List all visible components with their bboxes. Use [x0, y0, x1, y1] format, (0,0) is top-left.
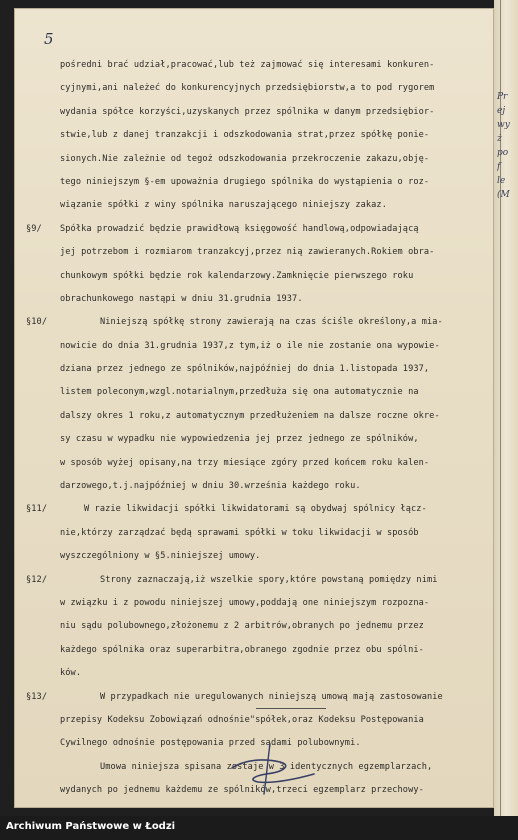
line-text: stwie,lub z danej tranzakcji i odszkodowania strat,przez spółkę ponie-	[60, 130, 430, 141]
text-line	[60, 288, 500, 311]
line-text: Niniejszą spółkę strony zawierają na czas ściśle określony,a mia-	[100, 317, 443, 328]
line-text: Spółka prowadzić będzie prawidłową księgowość handlową,odpowiadającą	[60, 223, 419, 234]
margin-handwriting: Pr ej wy ż po f le (M	[497, 92, 510, 200]
section-marker: §13/	[26, 691, 48, 702]
line-text: dziana przez jednego ze spólników,najpóźniej do dnia 1.listopada 1937,	[60, 364, 430, 375]
line-text: cyjnymi,ani należeć do konkurencyjnych przedsiębiorstw,a to pod rygorem	[60, 83, 435, 94]
archive-label: Archiwum Państwowe w Łodzi	[6, 821, 176, 832]
line-text: w sposób wyżej opisany,na trzy miesiące zgóry przed końcem roku kalen-	[60, 457, 430, 468]
line-text: jej potrzebom i rozmiarom tranzakcyj,przez nią zawieranych.Rokiem obra-	[60, 247, 435, 258]
text-line	[60, 428, 500, 451]
line-text: pośredni brać udział,pracować,lub też zajmować się interesami konkuren-	[60, 60, 435, 70]
text-line	[60, 522, 500, 545]
line-text: darzowego,t.j.najpóźniej w dniu 30.września każdego roku.	[60, 481, 361, 492]
line-text: Cywilnego odnośnie postępowania przed sądami polubownymi.	[60, 738, 361, 749]
text-line	[26, 569, 500, 592]
underline-mark	[256, 708, 326, 709]
section-marker: §9/	[26, 223, 42, 234]
text-line	[60, 77, 500, 100]
line-text: dalszy okres 1 roku,z automatycznym przedłużeniem na dalsze roczne okre-	[60, 410, 440, 421]
line-text: nowicie do dnia 31.grudnia 1937,z tym,iż o ile nie zostanie ona wypowie-	[60, 340, 440, 351]
line-text: obrachunkowego nastąpi w dniu 31.grudnia 1937.	[60, 293, 303, 304]
text-line	[26, 311, 500, 334]
line-text: przepisy Kodeksu Zobowiązań odnośnie"spółek,oraz Kodeksu Postępowania	[60, 714, 424, 725]
line-text: ków.	[60, 668, 82, 679]
line-text: w związku i z powodu niniejszej umowy,poddają one niniejszym rozpozna-	[60, 597, 430, 608]
text-line	[60, 148, 500, 171]
section-marker: §12/	[26, 574, 48, 585]
line-text: sy czasu w wypadku nie wypowiedzenia jej przez jednego ze spólników,	[60, 434, 419, 445]
line-text: wydania spółce korzyści,uzyskanych przez spólnika w danym przedsiębior-	[60, 106, 435, 117]
section-marker: §10/	[26, 317, 48, 328]
text-line	[60, 358, 500, 381]
text-line	[60, 124, 500, 147]
document-body	[26, 54, 500, 803]
archive-footer	[0, 816, 518, 840]
text-line	[60, 335, 500, 358]
text-line	[60, 639, 500, 662]
line-text: sionych.Nie zależnie od tegoż odszkodowania przekroczenie zakazu,obję-	[60, 153, 430, 164]
line-text: listem poleconym,wzgl.notarialnym,przedłuża się ona automatycznie na	[60, 387, 419, 398]
text-line	[60, 545, 500, 568]
line-text: niu sądu polubownego,złożonemu z 2 arbitrów,obranych po jednemu przez	[60, 621, 424, 632]
text-line	[60, 194, 500, 217]
line-text: wiązanie spółki z winy spólnika naruszającego niniejszy zakaz.	[60, 200, 387, 211]
section-marker: §11/	[26, 504, 48, 515]
text-line	[26, 218, 500, 241]
line-text: chunkowym spółki będzie rok kalendarzowy.Zamknięcie pierwszego roku	[60, 270, 414, 281]
signature-mark	[214, 738, 334, 798]
text-line	[60, 54, 500, 77]
line-text: nie,którzy zarządzać będą sprawami spółki w toku likwidacji w sposób	[60, 527, 419, 538]
text-line	[26, 686, 500, 709]
line-text: Umowa niniejsza spisana zostaje w 3 identycznych egzemplarzach,	[100, 761, 433, 772]
line-text: tego niniejszym §-em upoważnia drugiego spólnika do wystąpienia o roz-	[60, 176, 430, 187]
page-number: 5	[44, 30, 54, 48]
text-line	[60, 171, 500, 194]
text-line	[60, 709, 500, 732]
text-line	[60, 405, 500, 428]
text-line	[60, 615, 500, 638]
line-text: W razie likwidacji spółki likwidatorami są obydwaj spólnicy łącz-	[84, 504, 427, 515]
line-text: wydanych po jednemu każdemu ze spólników,trzeci egzemplarz przechowy-	[60, 785, 424, 796]
line-text: każdego spólnika oraz superarbitra,obranego zgodnie przez obu spólni-	[60, 644, 424, 655]
text-line	[60, 592, 500, 615]
document-page	[14, 8, 494, 808]
text-line	[60, 475, 500, 498]
text-line	[60, 662, 500, 685]
text-line	[60, 381, 500, 404]
line-text: wyszczególniony w §5.niniejszej umowy.	[60, 551, 261, 562]
line-text: Strony zaznaczają,iż wszelkie spory,które powstaną pomiędzy nimi	[100, 574, 438, 585]
text-line	[60, 265, 500, 288]
text-line	[60, 452, 500, 475]
text-line	[60, 101, 500, 124]
line-text: W przypadkach nie uregulowanych niniejszą umową mają zastosowanie	[100, 691, 443, 702]
text-line	[26, 498, 500, 521]
text-line	[60, 241, 500, 264]
